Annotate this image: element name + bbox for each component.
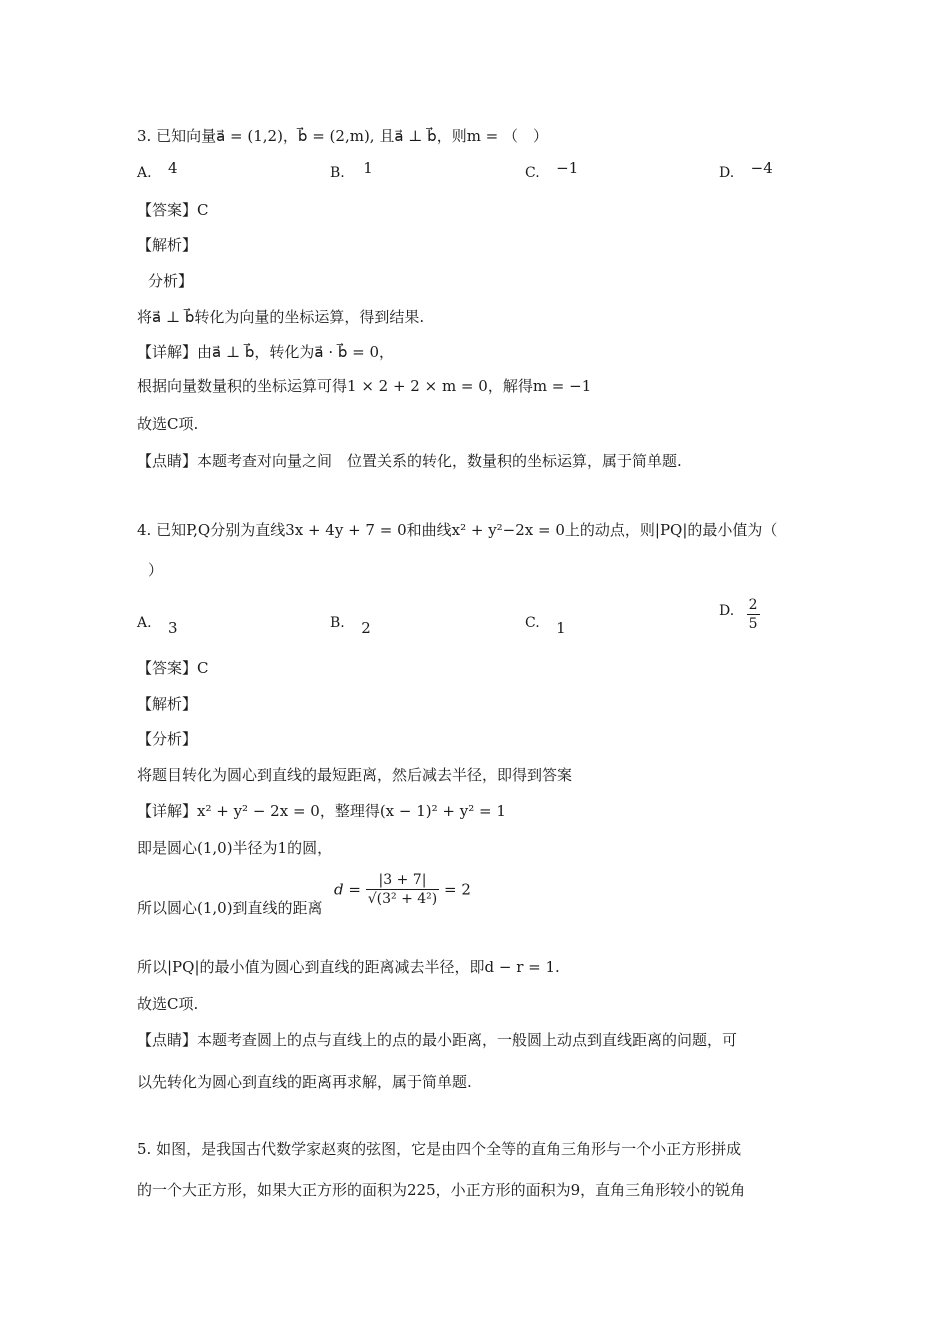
- q5-line-1: 5. 如图，是我国古代数学家赵爽的弦图，它是由四个全等的直角三角形与一个小正方形拼成: [137, 1140, 742, 1158]
- option-label: B.: [330, 615, 345, 631]
- q4-detail: 【详解】x² + y² − 2x = 0，整理得(x − 1)² + y² = 1: [137, 802, 506, 820]
- q3-stem: 3. 已知向量a⃗ = (1,2)，b⃗ = (2,m), 且a⃗ ⊥ b⃗，则m = （ ）: [137, 127, 549, 145]
- q3-analysis-heading: 【解析】: [137, 236, 198, 254]
- formula-rhs: = 2: [444, 880, 471, 899]
- q4-option-c: [525, 612, 566, 637]
- formula-denominator: √(3² + 4²): [367, 891, 438, 907]
- q4-option-d: [719, 596, 760, 633]
- option-value: 4: [168, 159, 178, 177]
- q3-comment: 【点睛】本题考查对向量之间 位置关系的转化，数量积的坐标运算，属于简单题.: [137, 452, 682, 470]
- q4-option-a: [137, 612, 178, 637]
- q4-comment-line-1: 【点睛】本题考查圆上的点与直线上的点的最小距离，一般圆上动点到直线距离的问题，可: [137, 1031, 738, 1049]
- fraction: [747, 596, 760, 633]
- option-label: A.: [137, 165, 152, 181]
- formula-lhs: d =: [334, 880, 361, 899]
- distance-formula: [334, 871, 471, 908]
- option-value: 3: [168, 619, 178, 637]
- option-label: C.: [525, 165, 540, 181]
- option-label: D.: [719, 602, 735, 619]
- q3-option-c: [525, 159, 579, 183]
- q3-answer: 【答案】C: [137, 201, 209, 219]
- option-label: D.: [719, 165, 735, 181]
- q4-stem-continued: ）: [148, 561, 164, 579]
- q3-detail: 【详解】由a⃗ ⊥ b⃗，转化为a⃗ · b⃗ = 0，: [137, 343, 395, 361]
- option-value: −4: [750, 159, 773, 177]
- option-label: C.: [525, 615, 540, 631]
- q3-detail-2: 根据向量数量积的坐标运算可得1 × 2 + 2 × m = 0，解得m = −1: [137, 377, 592, 395]
- q3-fenxi-heading: 分析】: [148, 272, 194, 290]
- q4-answer: 【答案】C: [137, 659, 209, 677]
- q4-analysis-heading: 【解析】: [137, 695, 198, 713]
- fraction-denominator: 5: [748, 616, 758, 632]
- option-value: 1: [363, 159, 373, 177]
- option-label: A.: [137, 615, 152, 631]
- option-value: 1: [556, 619, 566, 637]
- q4-fenxi-heading: 【分析】: [137, 730, 198, 748]
- formula-numerator: |3 + 7|: [366, 871, 440, 890]
- option-label: B.: [330, 165, 345, 181]
- q3-fenxi-text: 将a⃗ ⊥ b⃗转化为向量的坐标运算，得到结果.: [137, 308, 425, 326]
- q5-line-2: 的一个大正方形，如果大正方形的面积为225，小正方形的面积为9，直角三角形较小的锐角: [137, 1181, 746, 1199]
- q4-comment-line-2: 以先转化为圆心到直线的距离再求解，属于简单题.: [137, 1073, 472, 1091]
- q3-option-d: [719, 159, 773, 183]
- fraction-numerator: 2: [748, 597, 758, 613]
- q3-option-b: [330, 159, 373, 183]
- q3-conclusion: 故选C项.: [137, 415, 199, 433]
- q4-detail-4: 所以|PQ|的最小值为圆心到直线的距离减去半径，即d − r = 1.: [137, 958, 560, 976]
- q4-conclusion: 故选C项.: [137, 995, 199, 1013]
- formula-fraction: [366, 871, 440, 908]
- q4-detail-2: 即是圆心(1,0)半径为1的圆，: [137, 839, 333, 857]
- option-value: −1: [556, 159, 579, 177]
- q3-option-a: [137, 159, 178, 183]
- option-value: 2: [361, 619, 371, 637]
- q4-option-b: [330, 612, 371, 637]
- q4-detail-3-text: 所以圆心(1,0)到直线的距离: [137, 899, 323, 917]
- q4-fenxi-text: 将题目转化为圆心到直线的最短距离，然后减去半径，即得到答案: [137, 766, 573, 784]
- q4-stem: 4. 已知P,Q分别为直线3x + 4y + 7 = 0和曲线x² + y²−2x = 0上的动点，则|PQ|的最小值为（: [137, 521, 778, 539]
